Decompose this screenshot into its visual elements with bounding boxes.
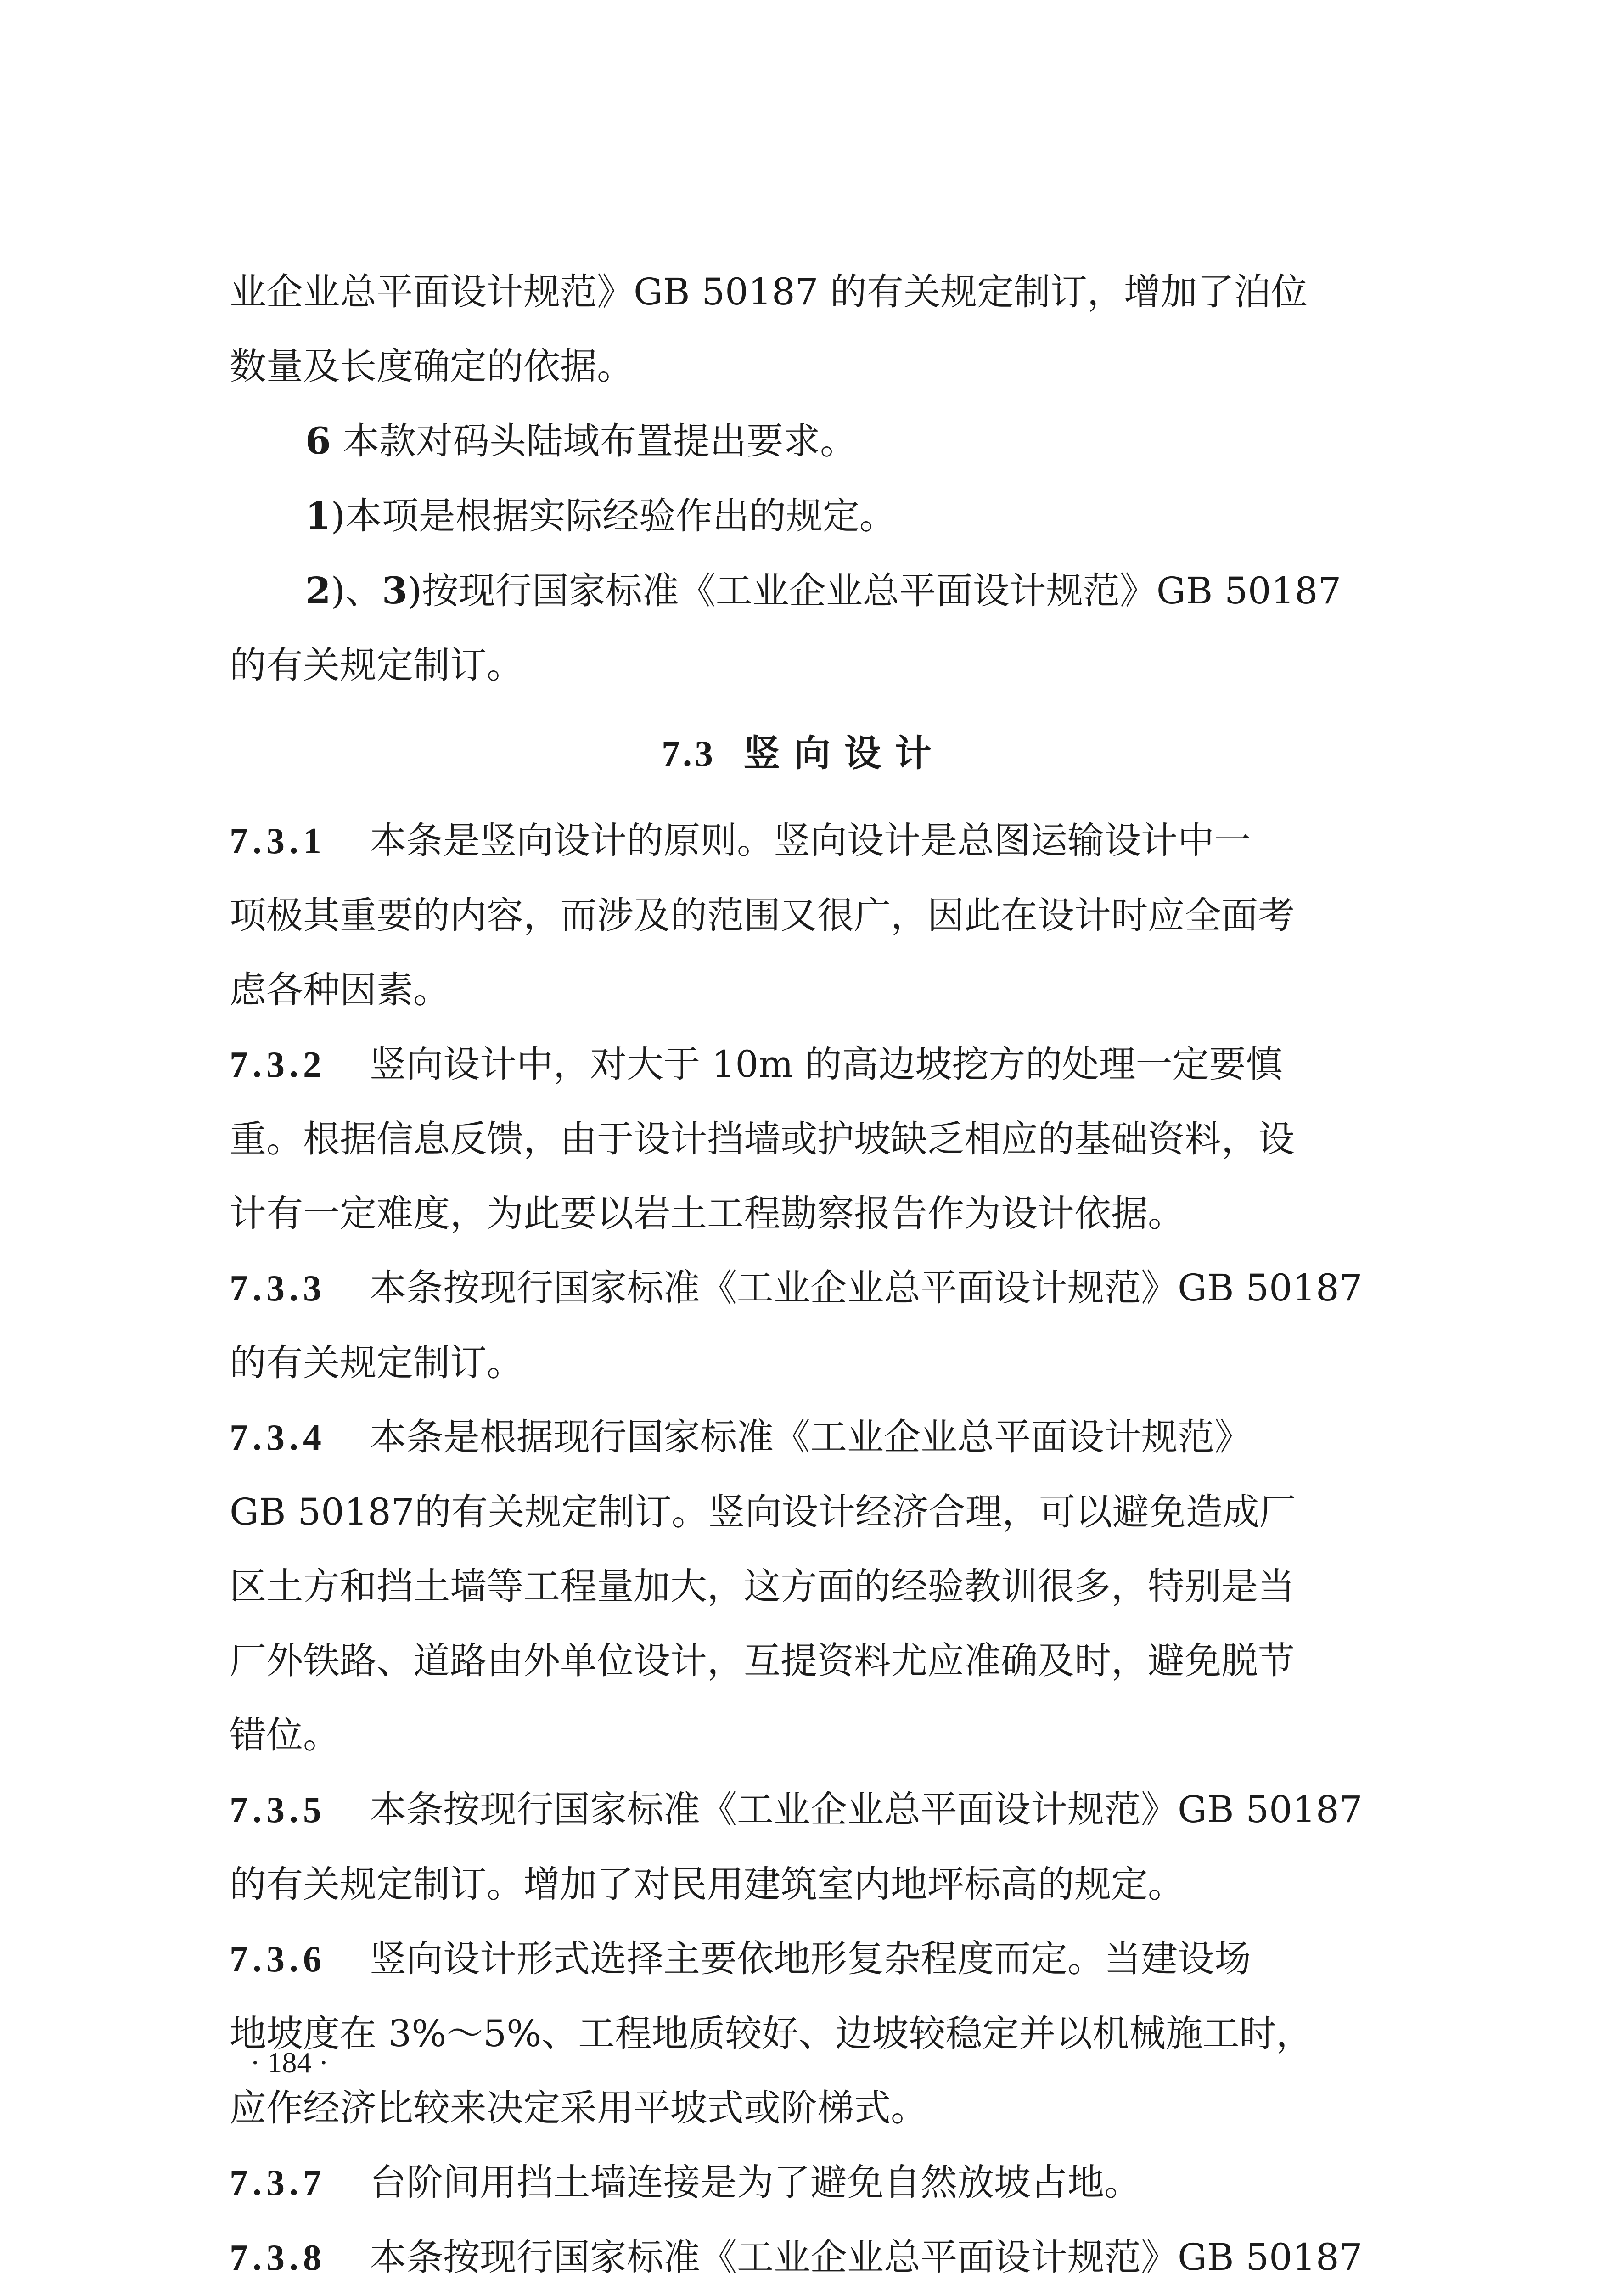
item-number: 3: [382, 569, 408, 612]
paragraph-line: 数量及长度确定的依据。: [230, 345, 634, 388]
paragraph-line: [230, 478, 1377, 553]
clause-text: 竖向设计形式选择主要依地形复杂程度而定。当建设场: [370, 1937, 1251, 1980]
paragraph-line: [230, 404, 1377, 478]
clause-line: [230, 1922, 1377, 1997]
clause-line: 错位。: [230, 1714, 340, 1756]
item-separator: )、: [331, 569, 382, 612]
clause-number: 7.3.2: [230, 1045, 326, 1085]
paragraph-line: [230, 553, 1377, 628]
page-number: · 184 ·: [250, 2046, 329, 2079]
clause-line: 区土方和挡土墙等工程量加大，这方面的经验教训很多，特别是当: [230, 1565, 1295, 1608]
clause-number: 7.3.7: [230, 2163, 326, 2203]
top-text-block: [230, 255, 1377, 2296]
clause-line: [230, 1027, 1377, 1102]
clause-line: [230, 1251, 1377, 1326]
clause-number: 7.3.5: [230, 1790, 326, 1830]
item-number: 1: [305, 494, 331, 537]
clause-line: [230, 2295, 1377, 2296]
clause-text: 本条是竖向设计的原则。竖向设计是总图运输设计中一: [370, 819, 1251, 862]
item-text: )本项是根据实际经验作出的规定。: [331, 495, 896, 537]
clause-line: 虑各种因素。: [230, 968, 450, 1011]
clause-text: 竖向设计中，对大于 10m 的高边坡挖方的处理一定要慎: [370, 1043, 1283, 1086]
clause-line: [230, 2220, 1377, 2295]
clause-line: 的有关规定制订。增加了对民用建筑室内地坪标高的规定。: [230, 1863, 1185, 1906]
clause-line: [230, 1773, 1377, 1847]
clause-text: 本条按现行国家标准《工业企业总平面设计规范》GB 50187: [370, 1788, 1363, 1831]
section-heading: [230, 703, 1377, 804]
clause-number: 7.3.4: [230, 1418, 326, 1458]
clause-line: 重。根据信息反馈，由于设计挡墙或护坡缺乏相应的基础资料，设: [230, 1118, 1295, 1160]
section-number: 7.3: [662, 734, 716, 774]
clause-line: 地坡度在 3%～5%、工程地质较好、边坡较稳定并以机械施工时，: [230, 2012, 1313, 2055]
clause-line: 应作经济比较来决定采用平坡式或阶梯式。: [230, 2087, 927, 2129]
section-title: 竖向设计: [743, 732, 945, 775]
clause-line: 计有一定难度，为此要以岩土工程勘察报告作为设计依据。: [230, 1192, 1185, 1235]
item-text: )按现行国家标准《工业企业总平面设计规范》GB 50187: [407, 569, 1342, 612]
clause-number: 7.3.8: [230, 2238, 326, 2278]
item-text: 本款对码头陆域布置提出要求。: [331, 420, 857, 462]
clause-line: [230, 1400, 1377, 1475]
clause-text: 本条按现行国家标准《工业企业总平面设计规范》GB 50187: [370, 2236, 1363, 2279]
clause-text: 本条是根据现行国家标准《工业企业总平面设计规范》: [370, 1416, 1251, 1458]
clause-line: GB 50187的有关规定制订。竖向设计经济合理，可以避免造成厂: [230, 1491, 1296, 1533]
clause-number: 7.3.1: [230, 821, 326, 861]
clause-line: 项极其重要的内容，而涉及的范围又很广，因此在设计时应全面考: [230, 894, 1295, 937]
clause-line: 厂外铁路、道路由外单位设计，互提资料尤应准确及时，避免脱节: [230, 1639, 1295, 1682]
clause-text: 本条按现行国家标准《工业企业总平面设计规范》GB 50187: [370, 1266, 1363, 1309]
clause-number: 7.3.6: [230, 1939, 326, 1980]
clause-line: [230, 2145, 1377, 2220]
item-number: 2: [305, 569, 331, 612]
clause-number: 7.3.3: [230, 1268, 326, 1309]
clause-line: [230, 804, 1377, 878]
item-number: 6: [305, 419, 331, 462]
paragraph-line: 业企业总平面设计规范》GB 50187 的有关规定制订，增加了泊位: [230, 270, 1308, 313]
clause-line: 的有关规定制订。: [230, 1341, 523, 1384]
clause-text: 台阶间用挡土墙连接是为了避免自然放坡占地。: [370, 2161, 1141, 2204]
paragraph-line: 的有关规定制订。: [230, 644, 523, 687]
